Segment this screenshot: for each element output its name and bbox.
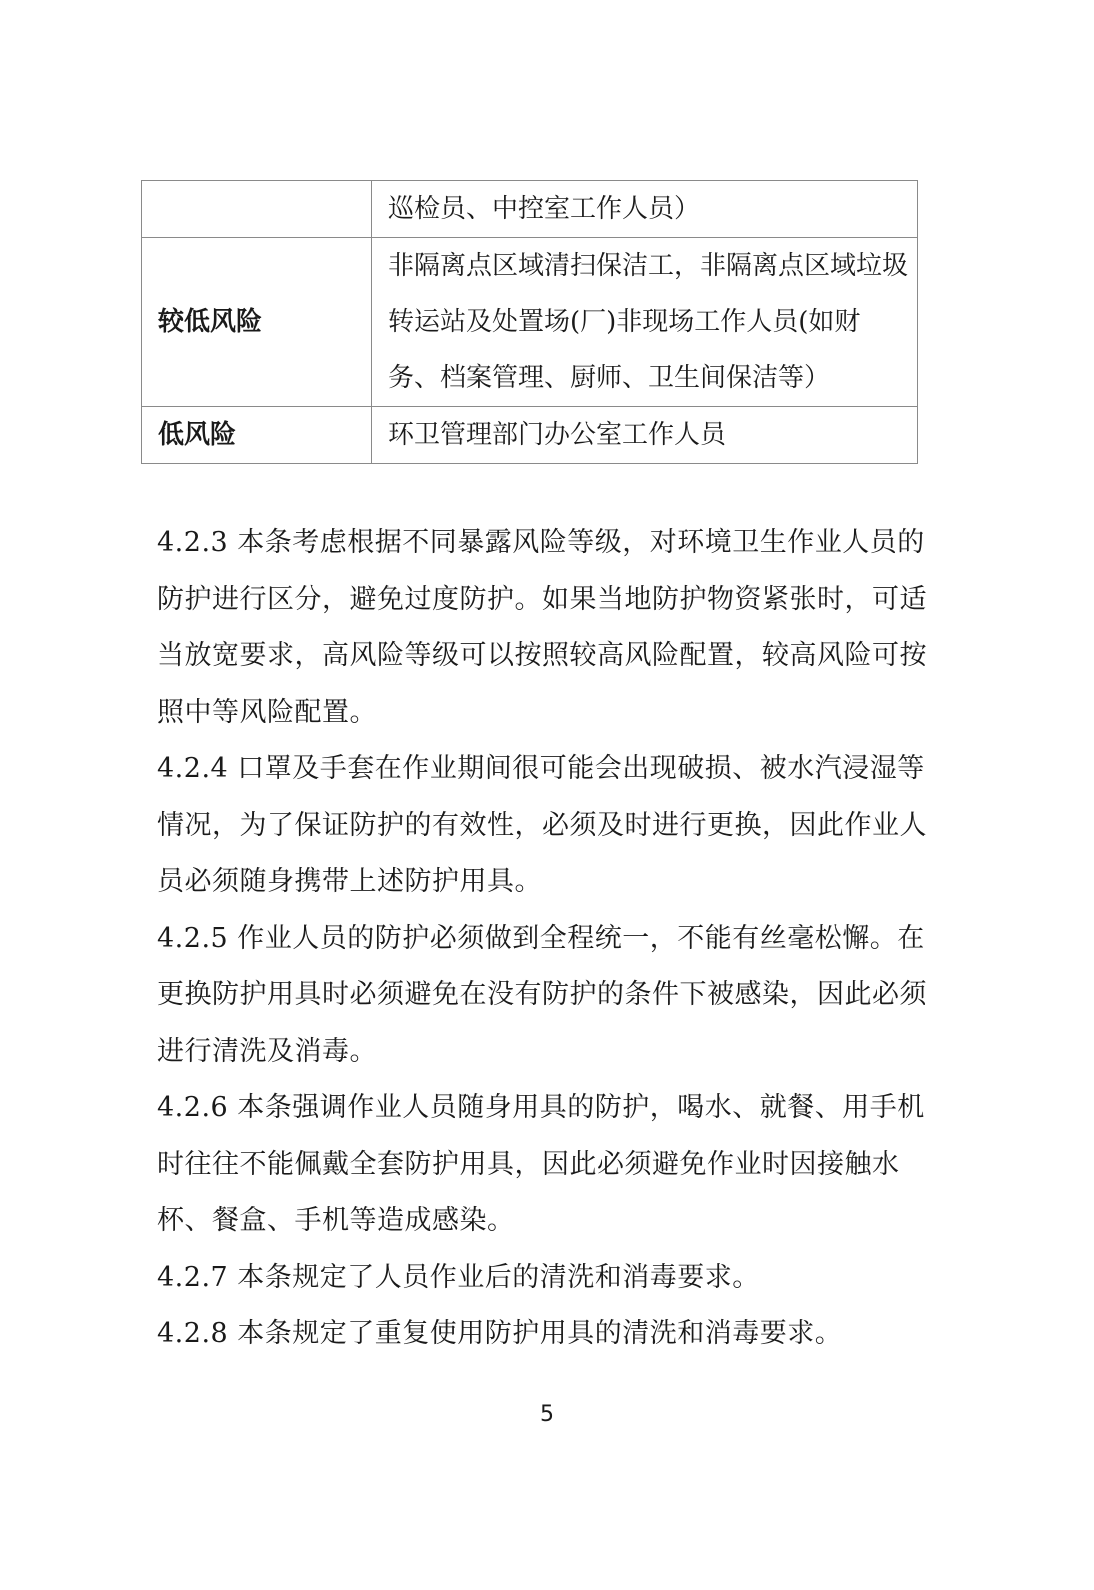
risk-level-cell: 较低风险 [142,238,372,407]
personnel-cell: 非隔离点区域清扫保洁工，非隔离点区域垃圾转运站及处置场(厂)非现场工作人员(如财务、档案管理、厨师、卫生间保洁等） [372,238,918,407]
table-row [142,238,918,407]
paragraph-4-2-5: 4.2.5 作业人员的防护必须做到全程统一，不能有丝毫松懈。在更换防护用具时必须避免在没有防护的条件下被感染，因此必须进行清洗及消毒。 [157,922,927,1067]
personnel-cell: 巡检员、中控室工作人员） [372,181,918,238]
table-row [142,181,918,238]
paragraph-4-2-6: 4.2.6 本条强调作业人员随身用具的防护，喝水、就餐、用手机时往往不能佩戴全套防护用具，因此必须避免作业时因接触水杯、餐盒、手机等造成感染。 [157,1092,925,1236]
paragraph-4-2-3: 4.2.3 本条考虑根据不同暴露风险等级，对环境卫生作业人员的防护进行区分，避免过度防护。如果当地防护物资紧张时，可适当放宽要求，高风险等级可以按照较高风险配置，较高风险可按照中等风险配置。 [157,527,927,728]
risk-level-cell [142,181,372,238]
page-number: 5 [540,1402,554,1427]
table-row [142,407,918,464]
paragraph-4-2-7: 4.2.7 本条规定了人员作业后的清洗和消毒要求。 [157,1261,760,1293]
body-text [157,515,947,1363]
paragraph-4-2-4: 4.2.4 口罩及手套在作业期间很可能会出现破损、被水汽浸湿等情况，为了保证防护的有效性，必须及时进行更换，因此作业人员必须随身携带上述防护用具。 [157,753,927,897]
risk-level-cell: 低风险 [142,407,372,464]
risk-level-table [141,180,918,464]
paragraph-4-2-8: 4.2.8 本条规定了重复使用防护用具的清洗和消毒要求。 [157,1318,843,1349]
personnel-cell: 环卫管理部门办公室工作人员 [372,407,918,464]
